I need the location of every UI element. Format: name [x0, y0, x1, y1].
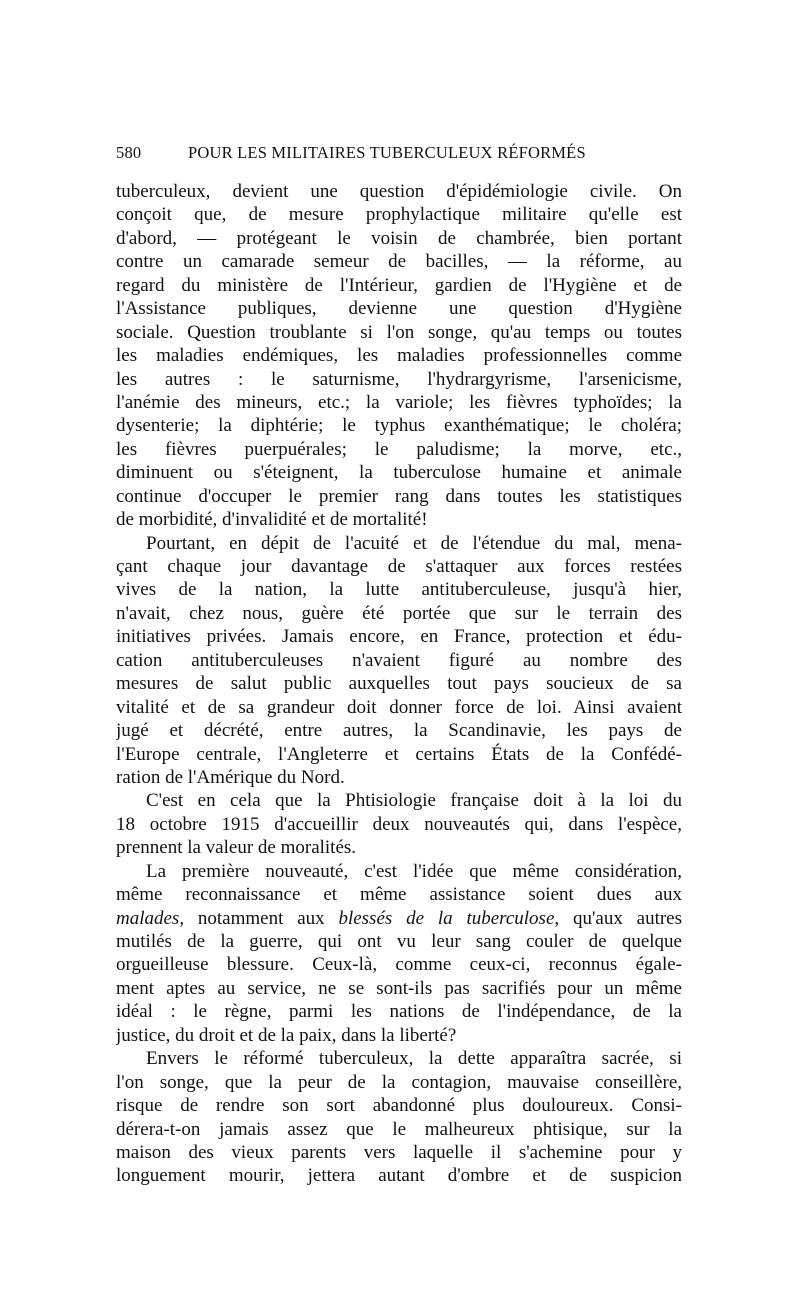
text-fragment: , qu'aux autres — [554, 907, 682, 929]
text-line: regard du ministère de l'Intérieur, gardien de l'Hygiène et de — [116, 274, 682, 296]
text-line: mutilés de la guerre, qui ont vu leur sang couler de quelque — [116, 931, 682, 952]
text-line: dysenterie; la diphtérie; le typhus exanthématique; le choléra; — [116, 415, 682, 437]
text-line: les autres : le saturnisme, l'hydrargyrisme, l'arsenicisme, — [116, 368, 682, 390]
text-line: même reconnaissance et même assistance soient dues aux — [116, 884, 682, 906]
text-line: maison des vieux parents vers laquelle il s'achemine pour y — [116, 1141, 682, 1163]
text-line: conçoit que, de mesure prophylactique militaire qu'elle est — [116, 204, 682, 226]
text-line: prennent la valeur de moralités. — [116, 837, 357, 859]
text-fragment: , notamment aux — [179, 907, 339, 929]
text-line: çant chaque jour davantage de s'attaquer aux forces restées — [116, 556, 682, 577]
text-line: n'avait, chez nous, guère été portée que sur le terrain des — [116, 602, 682, 624]
text-line: idéal : le règne, parmi les nations de l'indépendance, de la — [116, 1001, 682, 1023]
text-line: les fièvres puerpuérales; le paludisme; la morve, etc., — [116, 438, 682, 460]
text-line: jugé et décrété, entre autres, la Scandinavie, les pays de — [116, 720, 682, 742]
text-line: cation antituberculeuses n'avaient figuré au nombre des — [116, 649, 682, 671]
text-line: ment aptes au service, ne se sont-ils pas sacrifiés pour un même — [116, 977, 682, 999]
text-line: orgueilleuse blessure. Ceux-là, comme ceux-ci, reconnus égale- — [116, 954, 682, 976]
text-line: vitalité et de sa grandeur doit donner force de loi. Ainsi avaient — [116, 696, 682, 718]
text-line: de morbidité, d'invalidité et de mortalité! — [116, 509, 428, 531]
text-line: sociale. Question troublante si l'on songe, qu'au temps ou toutes — [116, 321, 682, 343]
text-line: risque de rendre son sort abandonné plus douloureux. Consi- — [116, 1095, 682, 1117]
text-line: ration de l'Amérique du Nord. — [116, 766, 345, 788]
paragraph-first-line: Pourtant, en dépit de l'acuité et de l'étendue du mal, mena- — [146, 532, 682, 554]
text-line: longuement mourir, jettera autant d'ombre et de suspicion — [116, 1165, 682, 1187]
text-line: les maladies endémiques, les maladies professionnelles comme — [116, 345, 682, 367]
text-line: vives de la nation, la lutte antituberculeuse, jusqu'à hier, — [116, 579, 682, 601]
text-line: mesures de salut public auxquelles tout pays soucieux de sa — [116, 673, 682, 695]
text-line: l'on songe, que la peur de la contagion, mauvaise conseillère, — [116, 1071, 682, 1093]
text-line: justice, du droit et de la paix, dans la liberté? — [116, 1024, 457, 1046]
text-line: continue d'occuper le premier rang dans toutes les statistiques — [116, 485, 682, 507]
text-line: d'abord, — protégeant le voisin de chambrée, bien portant — [116, 227, 682, 249]
text-line: l'Assistance publiques, devienne une question d'Hygiène — [116, 298, 682, 320]
paragraph-first-line: C'est en cela que la Phtisiologie française doit à la loi du — [146, 790, 682, 812]
body-text — [116, 180, 682, 1188]
italic-text: blessés de la tuberculose — [338, 907, 555, 929]
page-number: 580 — [116, 143, 142, 162]
text-line: dérera-t-on jamais assez que le malheureux phtisique, sur la — [116, 1118, 682, 1140]
text-line: contre un camarade semeur de bacilles, — la réforme, au — [116, 251, 682, 273]
paragraph-first-line: Envers le réformé tuberculeux, la dette apparaîtra sacrée, si — [146, 1048, 682, 1070]
text-line-with-italics — [116, 907, 682, 930]
running-title: POUR LES MILITAIRES TUBERCULEUX RÉFORMÉS — [188, 143, 586, 162]
text-line: 18 octobre 1915 d'accueillir deux nouveautés qui, dans l'espèce, — [116, 813, 682, 835]
text-line: l'Europe centrale, l'Angleterre et certains États de la Confédé- — [116, 743, 682, 765]
paragraph-first-line: La première nouveauté, c'est l'idée que même considération, — [146, 860, 682, 882]
italic-text: malades — [116, 907, 180, 929]
text-line: diminuent ou s'éteignent, la tuberculose humaine et animale — [116, 462, 682, 484]
text-line: tuberculeux, devient une question d'épidémiologie civile. On — [116, 181, 682, 202]
running-head — [116, 143, 682, 167]
text-line: initiatives privées. Jamais encore, en France, protection et édu- — [116, 626, 682, 648]
text-line: l'anémie des mineurs, etc.; la variole; les fièvres typhoïdes; la — [116, 391, 682, 413]
